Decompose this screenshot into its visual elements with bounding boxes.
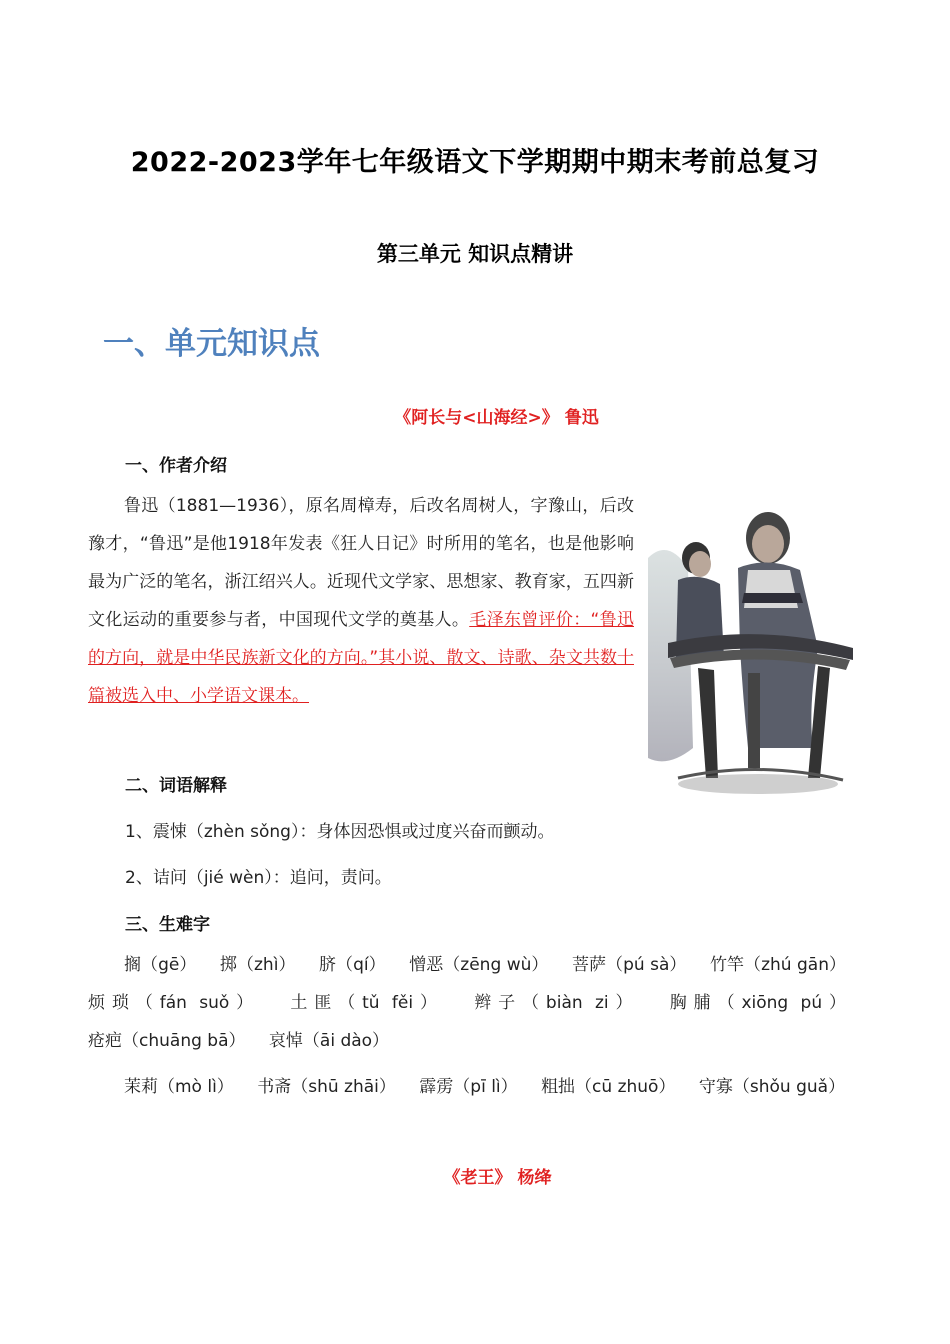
lesson-title-laowang: 《老王》 杨绛 [443,1168,552,1188]
char-item: 粗拙（cū zhuō） [541,1077,676,1097]
char-item: 辫子（biàn zi） [474,993,640,1013]
char-item: 掷（zhì） [219,955,296,975]
char-item: 哀悼（āi dào） [268,1031,390,1051]
char-item: 土匪（tǔ fěi） [290,993,444,1013]
section-heading: 一、单元知识点 [103,326,320,362]
char-item: 搁（gē） [124,955,197,975]
char-item: 憎恶（zēng wù） [409,955,549,975]
author-bio-text: 鲁迅（1881—1936），原名周樟寿，后改名周树人，字豫山，后改豫才，“鲁迅”是他1918年发表《狂人日记》时所用的笔名，也是他影响最为广泛的笔名，浙江绍兴人。近现代文学家、思想家、教育家，五四新文化运动的重要参与者，中国现代文学的奠基人。 [88,496,634,630]
difficult-chars-group-1 [88,946,864,1060]
difficult-chars-group-2 [88,1068,864,1106]
difficult-chars-heading: 三、生难字 [125,915,210,935]
char-item: 霹雳（pī lì） [419,1077,518,1097]
author-bio-paragraph [88,487,634,715]
author-intro-heading: 一、作者介绍 [125,456,227,476]
char-item: 竹竿（zhú gān） [709,955,847,975]
author-bio-highlight: 毛泽东曾评价：“鲁迅的方向，就是中华民族新文化的方向。”其小说、散文、诗歌、杂文共数十篇被选入中、小学语文课本。 [88,610,634,706]
achang-illustration [648,498,864,800]
vocab-item: 1、震悚（zhèn sǒng）：身体因恐惧或过度兴奋而颤动。 [125,822,555,842]
char-item: 守寡（shǒu guǎ） [698,1077,846,1097]
lesson-title-achang: 《阿长与<山海经>》 鲁迅 [394,408,599,428]
vocab-item: 2、诘问（jié wèn）：追问，责问。 [125,868,392,888]
char-item: 脐（qí） [318,955,386,975]
char-item: 胸脯（xiōng pú） [669,993,847,1013]
document-title: 2022-2023学年七年级语文下学期期中期末考前总复习 [130,147,820,178]
char-item: 书斋（shū zhāi） [257,1077,396,1097]
char-item: 烦琐（fán suǒ） [88,993,261,1013]
char-item: 疮疤（chuāng bā） [88,1031,246,1051]
document-subtitle: 第三单元 知识点精讲 [376,242,574,266]
char-item: 茉莉（mò lì） [124,1077,234,1097]
vocab-heading: 二、词语解释 [125,776,227,796]
char-item: 菩萨（pú sà） [571,955,687,975]
